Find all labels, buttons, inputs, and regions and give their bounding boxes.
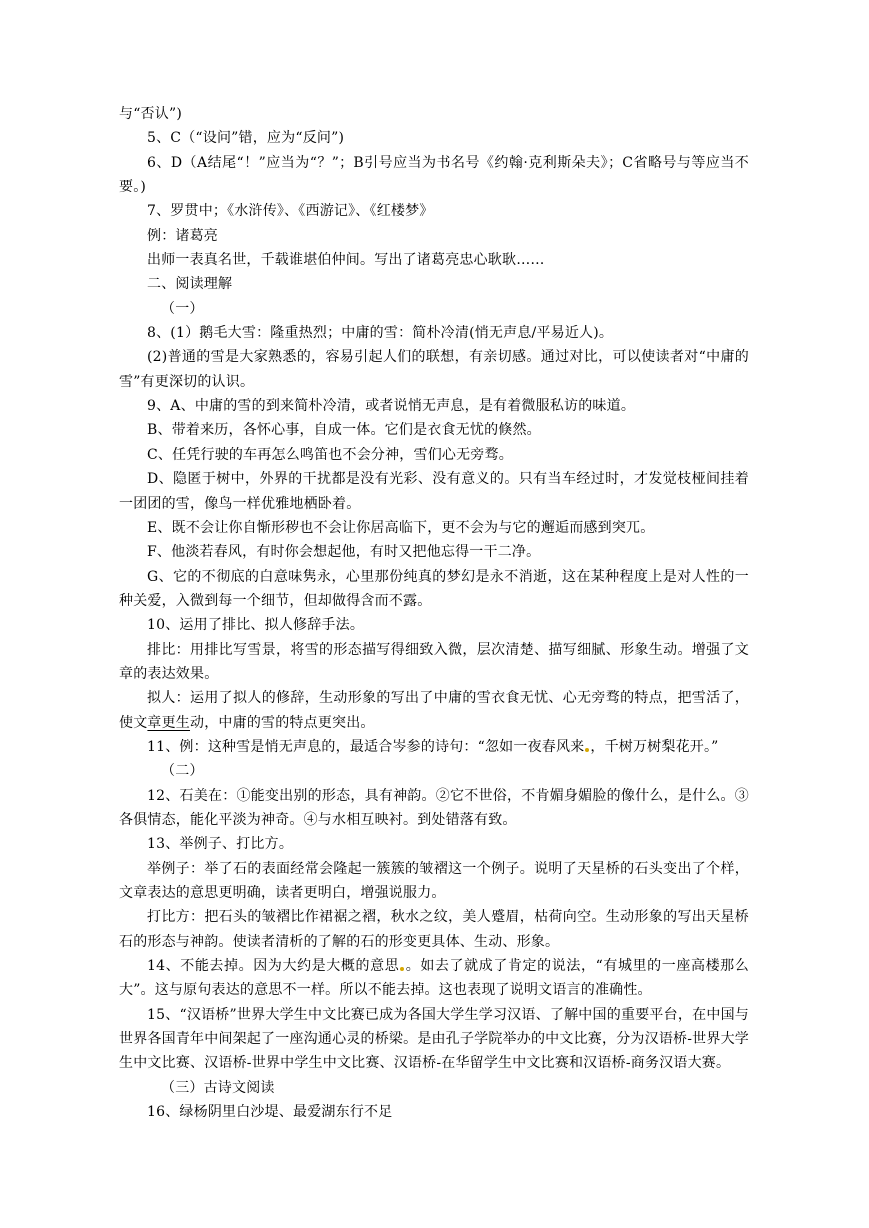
answer-9-d: D、隐匿于树中，外界的干扰都是没有光彩、没有意义的。只有当车经过时，才发觉枝桠间挂着一团团的雪，像鸟一样优雅地栖卧着。 xyxy=(119,471,749,512)
paragraph-denial-note: 与“否认”) xyxy=(119,106,182,122)
answer-13-analogy: 打比方：把石头的皱褶比作裙裾之褶，秋水之纹，美人蹙眉，枯荷向空。生动形象的写出天星桥石的形态与神韵。使读者清析的了解的石的形变更具体、生动、形象。 xyxy=(119,909,749,950)
personification-text-end: 动，中庸的雪的特点更突出。 xyxy=(190,714,375,731)
mark-dot-icon xyxy=(400,967,404,971)
mark-dot-icon xyxy=(585,748,589,752)
subsection-three-heading: （三）古诗文阅读 xyxy=(161,1079,275,1096)
answer-13-example: 举例子：举了石的表面经常会隆起一簇簇的皱褶这一个例子。说明了天星桥的石头变出了个样，文章表达的意思更明确，读者更明白，增强说服力。 xyxy=(119,860,749,901)
section-heading-reading: 二、阅读理解 xyxy=(147,276,233,293)
answer-7: 7、罗贯中；《水浒传》、《西游记》、《红楼梦》 xyxy=(147,203,434,220)
answer-key-text xyxy=(119,102,749,1124)
subsection-two-heading: （二） xyxy=(161,763,204,780)
answer-15: 15、“汉语桥”世界大学生中文比赛已成为各国大学生学习汉语、了解中国的重要平台，在中国与世界各国青年中间架起了一座沟通心灵的桥梁。是由孔子学院举办的中文比赛，分为汉语桥-世界大学生中文比赛、汉语桥-世界中学生中文比赛、汉语桥-在华留学生中文比赛和汉语桥-商务汉语大赛。 xyxy=(119,1006,749,1072)
answer-9-g: G、它的不彻底的白意味隽永，心里那份纯真的梦幻是永不消逝，这在某种程度上是对人性的一种关爱，入微到每一个细节，但却做得含而不露。 xyxy=(119,568,749,609)
answer-5: 5、C（“设问”错，应为“反问”) xyxy=(147,130,345,147)
personification-text-start: 拟人：运用了拟人的修辞，生动形象的写出了中庸的雪衣食无忧、心无旁骛的特点，把雪活了，使文 xyxy=(119,690,749,731)
answer-9-f: F、他淡若春风，有时你会想起他，有时又把他忘得一干二净。 xyxy=(147,544,541,561)
answer-16: 16、绿杨阴里白沙堤、最爱湖东行不足 xyxy=(147,1104,393,1121)
answer-10-personification xyxy=(119,686,749,735)
answer-11-text-end: ，千树万树梨花开。” xyxy=(590,738,719,755)
answer-9-e: E、既不会让你自惭形秽也不会让你居高临下，更不会为与它的邂逅而感到突兀。 xyxy=(147,519,655,536)
answer-7-example: 例：诸葛亮 xyxy=(147,227,218,244)
answer-14 xyxy=(119,954,749,1003)
answer-8-part-2: (2)普通的雪是大家熟悉的，容易引起人们的联想，有亲切感。通过对比，可以使读者对“中庸的雪”有更深切的认识。 xyxy=(119,349,749,390)
answer-11-text-start: 11、例：这种雪是悄无声息的，最适合岑参的诗句：“忽如一夜春风来 xyxy=(147,738,585,755)
answer-7-poem: 出师一表真名世，千载谁堪伯仲间。写出了诸葛亮忠心耿耿…… xyxy=(147,252,545,269)
answer-11 xyxy=(119,735,749,759)
subsection-one-heading: （一） xyxy=(161,300,204,317)
answer-8-part-1: 8、(1）鹅毛大雪：隆重热烈；中庸的雪：简朴冷清(悄无声息/平易近人)。 xyxy=(147,325,614,342)
answer-14-text-end: 。如去了就成了肯定的说法，“有城里的一座高楼那么大”。这与原句表达的意思不一样。所以不能去掉。这也表现了说明文语言的准确性。 xyxy=(119,958,749,999)
answer-10-parallelism: 排比：用排比写雪景，将雪的形态描写得细致入微，层次清楚、描写细腻、形象生动。增强了文章的表达效果。 xyxy=(119,641,749,682)
underlined-phrase: 章更生 xyxy=(147,714,191,731)
answer-6: 6、D（A结尾“！”应当为“？”；B引号应当为书名号《约翰·克利斯朵夫》；C省略号与等应当不要。) xyxy=(119,154,749,196)
answer-9-a: 9、A、中庸的雪的到来简朴冷清，或者说悄无声息，是有着微服私访的味道。 xyxy=(147,398,636,415)
answer-9-c: C、任凭行驶的车再怎么鸣笛也不会分神，雪们心无旁骛。 xyxy=(147,446,513,463)
answer-10: 10、运用了排比、拟人修辞手法。 xyxy=(147,617,365,634)
answer-9-b: B、带着来历，各怀心事，自成一体。它们是衣食无忧的倏然。 xyxy=(147,422,541,439)
answer-13: 13、举例子、打比方。 xyxy=(147,836,294,853)
answer-14-text-start: 14、不能去掉。因为大约是大概的意思 xyxy=(147,958,400,975)
answer-12: 12、石美在：①能变出别的形态，具有神韵。②它不世俗，不肯媚身媚脸的像什么，是什么。③各俱情态，能化平淡为神奇。④与水相互映衬。到处错落有致。 xyxy=(119,787,749,828)
